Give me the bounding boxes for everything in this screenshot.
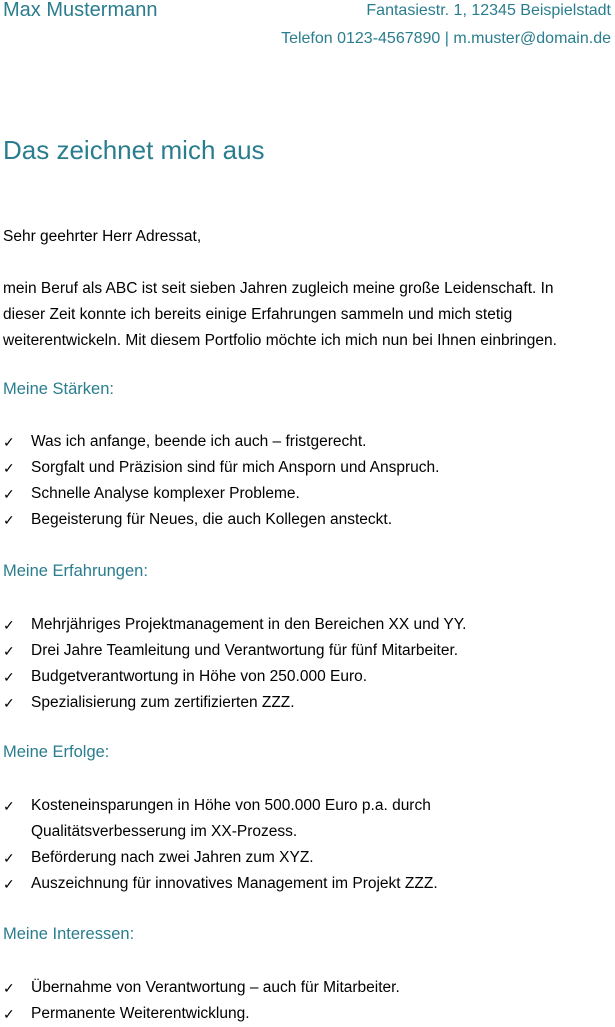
contact-line: Telefon 0123-4567890 | m.muster@domain.de [281, 30, 611, 47]
check-icon: ✓ [3, 617, 15, 633]
intro-paragraph [3, 276, 557, 354]
list-staerken [3, 429, 439, 533]
check-icon: ✓ [3, 486, 15, 502]
check-icon: ✓ [3, 1006, 15, 1022]
check-icon: ✓ [3, 850, 15, 866]
list-item: ✓ Beförderung nach zwei Jahren zum XYZ. [3, 845, 438, 871]
section-heading-erfahrungen: Meine Erfahrungen: [3, 562, 148, 580]
check-icon: ✓ [3, 643, 15, 659]
list-item: ✓ Mehrjähriges Projektmanagement in den Bereichen XX und YY. [3, 612, 466, 638]
page-title: Das zeichnet mich aus [3, 135, 265, 165]
list-interessen [3, 975, 400, 1027]
list-item: ✓ Permanente Weiterentwicklung. [3, 1001, 400, 1027]
list-item: ✓ Budgetverantwortung in Höhe von 250.000 Euro. [3, 664, 466, 690]
salutation: Sehr geehrter Herr Adressat, [3, 228, 202, 245]
list-item: ✓ Schnelle Analyse komplexer Probleme. [3, 481, 439, 507]
section-heading-erfolge: Meine Erfolge: [3, 743, 110, 761]
list-item: ✓ Begeisterung für Neues, die auch Kollegen ansteckt. [3, 507, 439, 533]
list-item: ✓ Kosteneinsparungen in Höhe von 500.000 Euro p.a. durch Qualitätsverbesserung im XX-Prozess. [3, 793, 438, 845]
list-item: ✓ Sorgfalt und Präzision sind für mich Ansporn und Anspruch. [3, 455, 439, 481]
check-icon: ✓ [3, 434, 15, 450]
list-item: ✓ Was ich anfange, beende ich auch – fristgerecht. [3, 429, 439, 455]
check-icon: ✓ [3, 876, 15, 892]
list-item: ✓ Auszeichnung für innovatives Management im Projekt ZZZ. [3, 871, 438, 897]
list-item: ✓ Spezialisierung zum zertifizierten ZZZ. [3, 690, 466, 716]
check-icon: ✓ [3, 460, 15, 476]
check-icon: ✓ [3, 512, 15, 528]
list-item: ✓ Übernahme von Verantwortung – auch für Mitarbeiter. [3, 975, 400, 1001]
list-item: ✓ Drei Jahre Teamleitung und Verantwortung für fünf Mitarbeiter. [3, 638, 466, 664]
intro-line: mein Beruf als ABC ist seit sieben Jahren zugleich meine große Leidenschaft. In [3, 280, 554, 297]
list-erfolge [3, 793, 438, 897]
section-heading-staerken: Meine Stärken: [3, 380, 114, 398]
applicant-name: Max Mustermann [3, 0, 158, 21]
check-icon: ✓ [3, 695, 15, 711]
list-erfahrungen [3, 612, 466, 716]
address-line: Fantasiestr. 1, 12345 Beispielstadt [366, 2, 611, 19]
intro-line: weiterentwickeln. Mit diesem Portfolio möchte ich mich nun bei Ihnen einbringen. [3, 332, 557, 349]
section-heading-interessen: Meine Interessen: [3, 925, 135, 943]
intro-line: dieser Zeit konnte ich bereits einige Erfahrungen sammeln und mich stetig [3, 306, 513, 323]
check-icon: ✓ [3, 669, 15, 685]
check-icon: ✓ [3, 798, 15, 814]
check-icon: ✓ [3, 980, 15, 996]
